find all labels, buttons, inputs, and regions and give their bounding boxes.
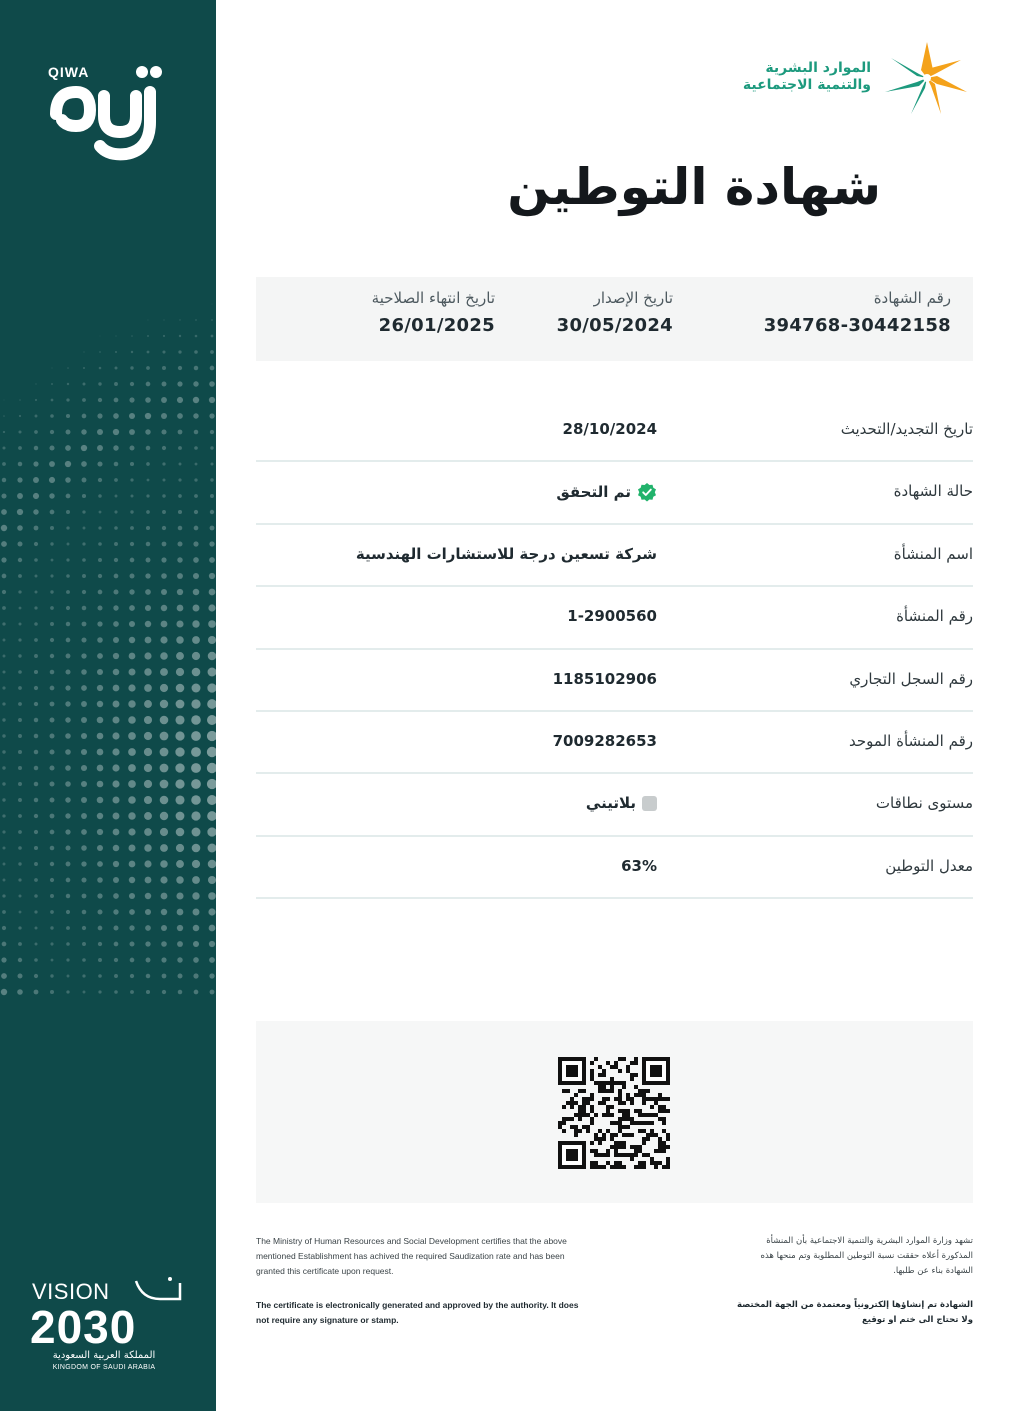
- row-value: [621, 857, 657, 875]
- row-label: مستوى نطاقات: [875, 794, 973, 813]
- table-row: [256, 774, 973, 836]
- expiry-date-block: [372, 289, 495, 336]
- footer-english-statement: The Ministry of Human Resources and Social Development certifies that the above mentioned Establishment has achived the required Saudization rate and has been granted this certificate upon request.: [256, 1236, 567, 1276]
- ministry-name: [691, 60, 871, 94]
- table-row: [256, 650, 973, 712]
- issue-date-block: [557, 289, 673, 336]
- footer-arabic-electronic: الشهادة تم إنشاؤها إلكترونياً ومعتمدة من الجهة المختصة ولا تحتاج الى ختم او توقيع: [736, 1300, 973, 1325]
- row-value: [556, 482, 657, 502]
- row-value: [586, 794, 657, 812]
- qr-code-icon[interactable]: [558, 1057, 670, 1169]
- vision-ksa-arabic: المملكة العربية السعودية: [52, 1350, 156, 1361]
- row-value: [567, 607, 657, 625]
- establishment-number-value: 1-2900560: [567, 607, 657, 626]
- establishment-name-value: شركة تسعين درجة للاستشارات الهندسية: [355, 544, 657, 563]
- expiry-date-label: تاريخ انتهاء الصلاحية: [371, 289, 495, 307]
- vision-word: VISION: [32, 1279, 110, 1304]
- issue-date-label: تاريخ الإصدار: [593, 289, 673, 307]
- row-value: [553, 670, 657, 688]
- table-row: [256, 525, 973, 587]
- ministry-name-line1: الموارد البشرية: [765, 60, 871, 76]
- ministry-name-line2: والتنمية الاجتماعية: [742, 77, 871, 93]
- table-row: [256, 462, 973, 524]
- verified-check-icon: [637, 482, 657, 502]
- certificate-number-label: رقم الشهادة: [873, 289, 951, 307]
- issue-date-value: 30/05/2024: [556, 315, 673, 336]
- row-value: [356, 545, 657, 563]
- footer-english-electronic: The certificate is electronically generated and approved by the authority. It does not require any signature or stamp.: [256, 1300, 579, 1325]
- row-value: [553, 732, 657, 750]
- table-row: [256, 712, 973, 774]
- ministry-star-logo-icon: [880, 40, 974, 116]
- details-table: [256, 400, 973, 899]
- row-value: [563, 420, 657, 438]
- vision-year: 2030: [30, 1301, 137, 1353]
- unified-number-value: 7009282653: [552, 731, 657, 750]
- vision-ksa-english: KINGDOM OF SAUDI ARABIA: [52, 1364, 156, 1371]
- table-row: [256, 837, 973, 899]
- row-label: حالة الشهادة: [893, 482, 973, 501]
- row-label: رقم المنشأة الموحد: [849, 731, 973, 750]
- qiwa-latin-text: QIWA: [48, 64, 90, 80]
- halftone-pattern: [0, 0, 216, 1411]
- qr-section: [256, 1021, 973, 1203]
- table-row: [256, 400, 973, 462]
- saudization-rate-value: 63%: [621, 856, 657, 875]
- page-title: شهادة التوطين: [507, 158, 881, 216]
- row-label: رقم السجل التجاري: [849, 669, 973, 688]
- row-label: معدل التوطين: [885, 856, 973, 875]
- certificate-number-value: 394768-30442158: [763, 315, 951, 336]
- row-label: رقم المنشأة: [896, 607, 973, 626]
- table-row: [256, 587, 973, 649]
- certificate-summary: [256, 277, 973, 361]
- certificate-status-value: تم التحقق: [556, 483, 631, 502]
- commercial-register-value: 1185102906: [552, 669, 657, 688]
- sidebar-band: [0, 0, 216, 1411]
- expiry-date-value: 26/01/2025: [378, 315, 495, 336]
- row-label: اسم المنشأة: [893, 544, 973, 563]
- row-label: تاريخ التجديد/التحديث: [840, 420, 973, 438]
- footer-arabic-statement: تشهد وزارة الموارد البشرية والتنمية الاجتماعية بأن المنشأة المذكورة أعلاه حققت نسبة التوطين المطلوبة وتم منحها هذه الشهادة بناء عن طلبها.: [760, 1236, 973, 1276]
- renewal-date-value: 28/10/2024: [562, 420, 657, 438]
- certificate-number-block: [764, 289, 951, 336]
- nitaqat-level-value: بلاتيني: [585, 794, 636, 813]
- platinum-badge-icon: [642, 796, 657, 811]
